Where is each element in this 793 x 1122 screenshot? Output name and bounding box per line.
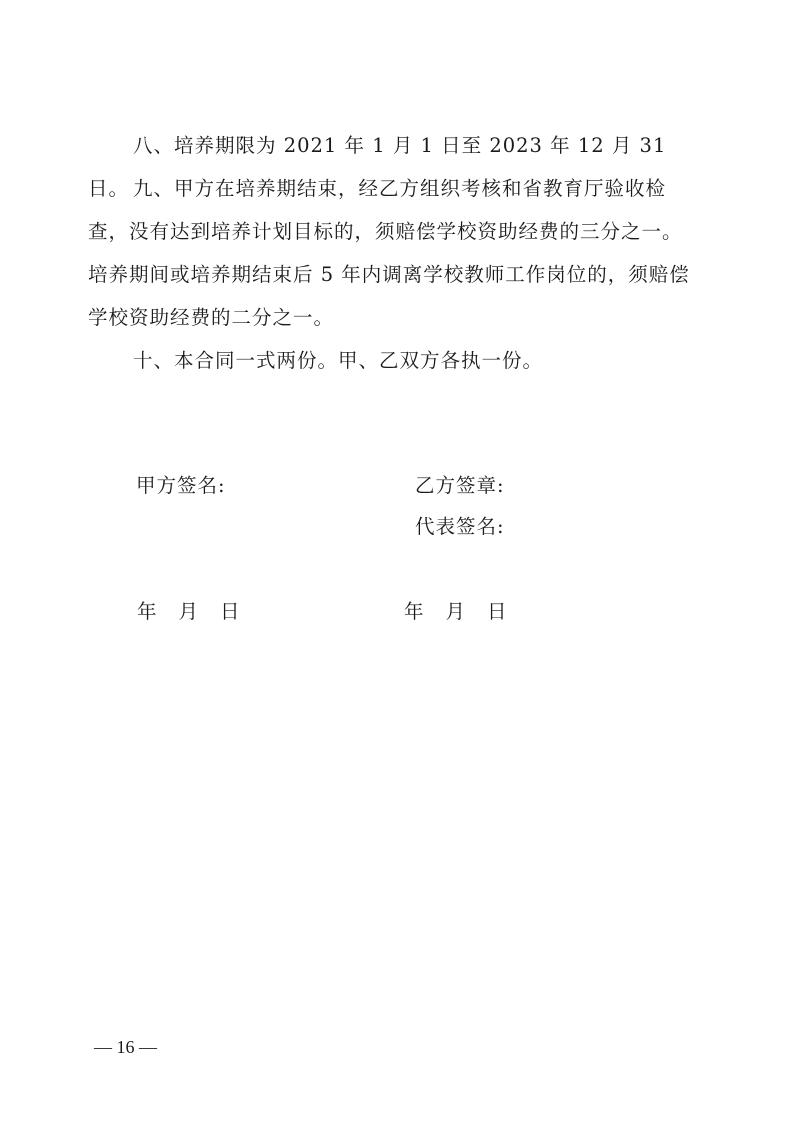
clause-10: 十、本合同一式两份。甲、乙双方各执一份。: [133, 349, 544, 372]
party-a-date: [137, 600, 240, 624]
party-a-date-month: 月: [178, 600, 199, 623]
party-a-date-day: 日: [220, 600, 240, 623]
party-b-date: [404, 600, 507, 624]
clause-9: 九、甲方在培养期结束，经乙方组织考核和省教育厅验收检查，没有达到培养计划目标的，须赔偿学校资助经费的三分之一。培养期间或培养期结束后 5 年内调离学校教师工作岗位的，须赔偿学校资助经费的二分之一。: [88, 177, 690, 329]
party-a-date-year: 年: [137, 600, 157, 623]
party-b-date-year: 年: [404, 600, 424, 623]
page-number: — 16 —: [94, 1037, 157, 1057]
party-a-signature-label: 甲方签名:: [136, 474, 226, 497]
clause-8: 八、培养期限为 2021 年 1 月 1 日至 2023 年 12 月 31 日。: [88, 134, 667, 200]
party-b-date-month: 月: [445, 600, 466, 623]
party-b-date-day: 日: [487, 600, 507, 623]
party-b-seal-label: 乙方签章:: [415, 474, 505, 497]
party-b-representative-label: 代表签名:: [415, 515, 505, 538]
